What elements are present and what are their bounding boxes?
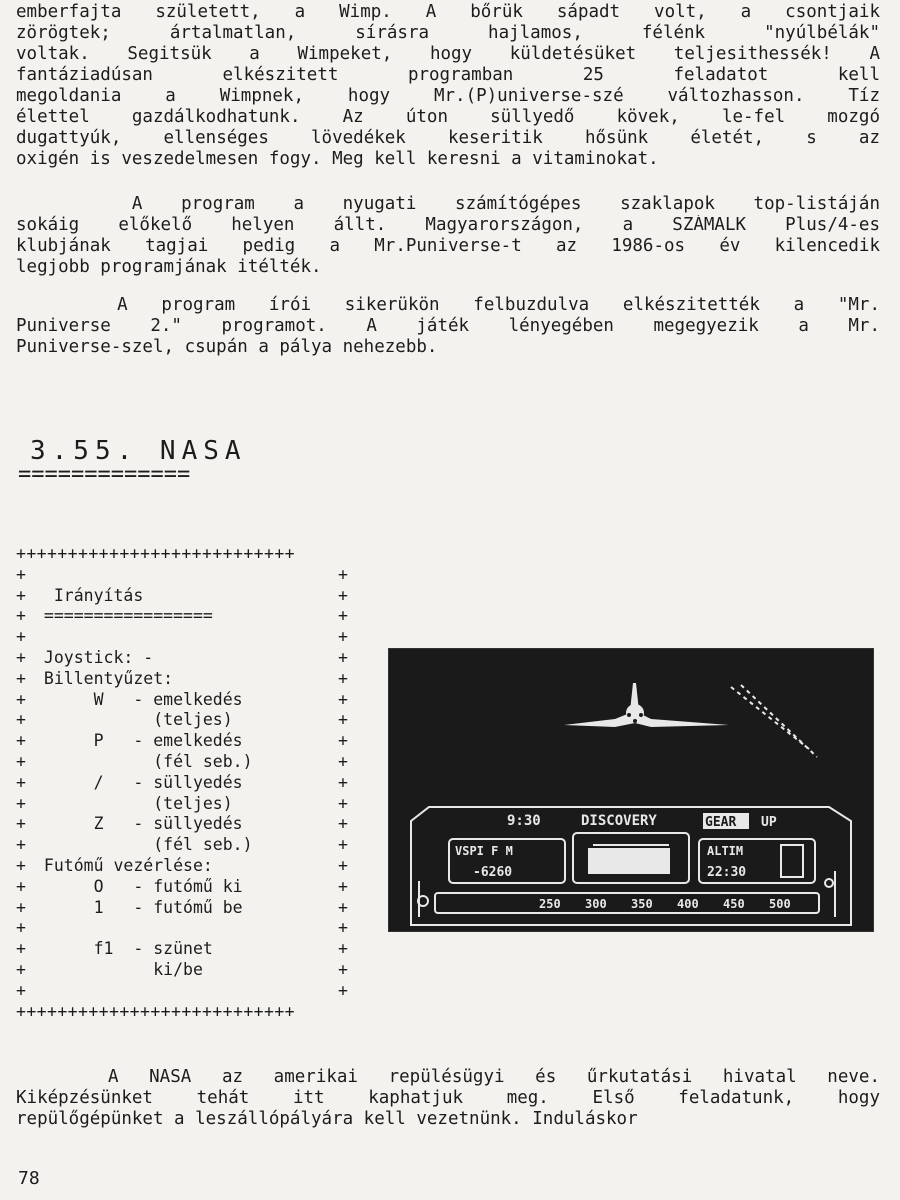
box-row-text: (teljes): [34, 793, 233, 813]
speed-value: -6260: [473, 865, 513, 880]
text-line: megoldania a Wimpnek, hogy Mr.(P)universe-szé változhasson. Tíz: [16, 86, 880, 106]
box-row-text: Irányítás: [34, 585, 144, 605]
box-row-text: P - emelkedés: [34, 731, 243, 751]
speed-scale-label: 400: [677, 897, 699, 911]
box-row-text: / - süllyedés: [34, 772, 243, 792]
box-row-text: [34, 565, 338, 586]
box-row-text: [34, 627, 338, 648]
box-row-text: ki/be: [34, 959, 203, 979]
box-row: + (teljes) +: [16, 710, 348, 730]
box-row: + +: [16, 627, 348, 647]
text-line: legjobb programjának itélték.: [16, 257, 322, 277]
cockpit-view: [389, 649, 873, 931]
box-row-text: 1 - futómű be: [34, 897, 243, 917]
aircraft-icon: [564, 683, 729, 727]
text-line: klubjának tagjai pedig a Mr.Puniverse-t az 1986-os év kilencedik: [16, 236, 880, 256]
box-row: + Billentyűzet: +: [16, 668, 348, 688]
box-row: + +: [16, 918, 348, 938]
box-row-text: W - emelkedés: [34, 689, 243, 709]
box-row-text: (fél seb.): [34, 835, 253, 855]
text-line: oxigén is veszedelmesen fogy. Meg kell keresni a vitaminokat.: [16, 149, 659, 169]
box-row: + 1 - futómű be +: [16, 897, 348, 917]
runway-lines: [731, 685, 817, 757]
box-row: + (teljes) +: [16, 793, 348, 813]
text-line: Puniverse 2." programot. A játék lényegében megegyezik a Mr.: [16, 316, 880, 336]
box-row-text: f1 - szünet: [34, 939, 213, 959]
box-row: + P - emelkedés +: [16, 731, 348, 751]
box-row: + +: [16, 564, 348, 584]
box-row: + (fél seb.) +: [16, 751, 348, 771]
box-row: + / - süllyedés +: [16, 772, 348, 792]
box-row: + Futómű vezérlése: +: [16, 855, 348, 875]
box-row: + f1 - szünet +: [16, 939, 348, 959]
box-row-text: Futómű vezérlése:: [34, 855, 213, 875]
speed-scale-label: 250: [539, 897, 561, 911]
controls-box: [16, 544, 356, 1022]
speed-scale: [539, 897, 791, 911]
box-border: +++++++++++++++++++++++++++: [16, 544, 296, 563]
box-row: + +: [16, 980, 348, 1000]
text-line: Puniverse-szel, csupán a pálya nehezebb.: [16, 337, 438, 357]
text-line: zörögtek; ártalmatlan, sírásra hajlamos, félénk "nyúlbélák": [16, 23, 880, 43]
text-line: voltak. Segitsük a Wimpeket, hogy küldetésüket teljesithessék! A: [16, 44, 880, 64]
box-row: + Irányítás +: [16, 585, 348, 605]
speed-label: VSPI F M: [455, 844, 513, 858]
speed-scale-label: 300: [585, 897, 607, 911]
text-line: A program a nyugati számítógépes szaklapok top-listáján: [16, 194, 880, 214]
text-line: A NASA az amerikai repülésügyi és űrkutatási hivatal neve.: [16, 1067, 880, 1087]
intro-paragraph: [16, 2, 880, 170]
box-row: + ki/be +: [16, 959, 348, 979]
altitude-value: 22:30: [707, 865, 747, 880]
box-row-text: Z - süllyedés: [34, 814, 243, 834]
box-row: + O - futómű ki +: [16, 876, 348, 896]
box-row: + (fél seb.) +: [16, 835, 348, 855]
section-title: 3.55. NASA: [30, 436, 247, 466]
text-line: fantáziadúsan elkészitett programban 25 feladatot kell: [16, 65, 880, 85]
text-line: Kiképzésünket tehát itt kaphatjuk meg. Első feladatunk, hogy: [16, 1088, 880, 1108]
clock-readout: 9:30: [507, 813, 541, 829]
box-row-text: Joystick: -: [34, 647, 154, 667]
game-screenshot: [388, 648, 874, 932]
altitude-label: ALTIM: [707, 844, 744, 858]
speed-scale-label: 500: [769, 897, 791, 911]
page-number: 78: [18, 1168, 40, 1189]
box-row-text: [34, 918, 338, 939]
text-line: A program írói sikerükön felbuzdulva elkészitették a "Mr.: [16, 295, 880, 315]
box-row-text: (fél seb.): [34, 751, 253, 771]
paragraph-nasa: [16, 1067, 880, 1130]
box-row-text: [34, 981, 338, 1002]
text-line: élettel gazdálkodhatunk. Az úton süllyedő kövek, le-fel mozgó: [16, 107, 880, 127]
box-row: + Z - süllyedés +: [16, 814, 348, 834]
gear-label: GEAR: [705, 815, 737, 830]
text-line: repülőgépünket a leszállópályára kell vezetnünk. Induláskor: [16, 1109, 638, 1129]
mode-readout: DISCOVERY: [581, 813, 657, 829]
speed-scale-label: 350: [631, 897, 653, 911]
box-border: +++++++++++++++++++++++++++: [16, 1001, 296, 1021]
section-underline: =============: [18, 462, 191, 487]
paragraph-sequel: [16, 295, 880, 358]
paragraph-top-list: [16, 194, 880, 278]
box-row: + ================= +: [16, 606, 348, 626]
box-row: + Joystick: - +: [16, 647, 348, 667]
box-row: + W - emelkedés +: [16, 689, 348, 709]
gear-state: UP: [761, 815, 777, 830]
text-line: emberfajta született, a Wimp. A bőrük sápadt volt, a csontjaik: [16, 2, 880, 22]
box-row-text: (teljes): [34, 710, 233, 730]
text-line: dugattyúk, ellenséges lövedékek keseritik hősünk életét, s az: [16, 128, 880, 148]
box-row-text: Billentyűzet:: [34, 668, 174, 688]
box-row-text: =================: [34, 606, 213, 626]
box-row-text: O - futómű ki: [34, 876, 243, 896]
text-line: sokáig előkelő helyen állt. Magyarországon, a SZÁMALK Plus/4-es: [16, 215, 880, 235]
speed-scale-label: 450: [723, 897, 745, 911]
